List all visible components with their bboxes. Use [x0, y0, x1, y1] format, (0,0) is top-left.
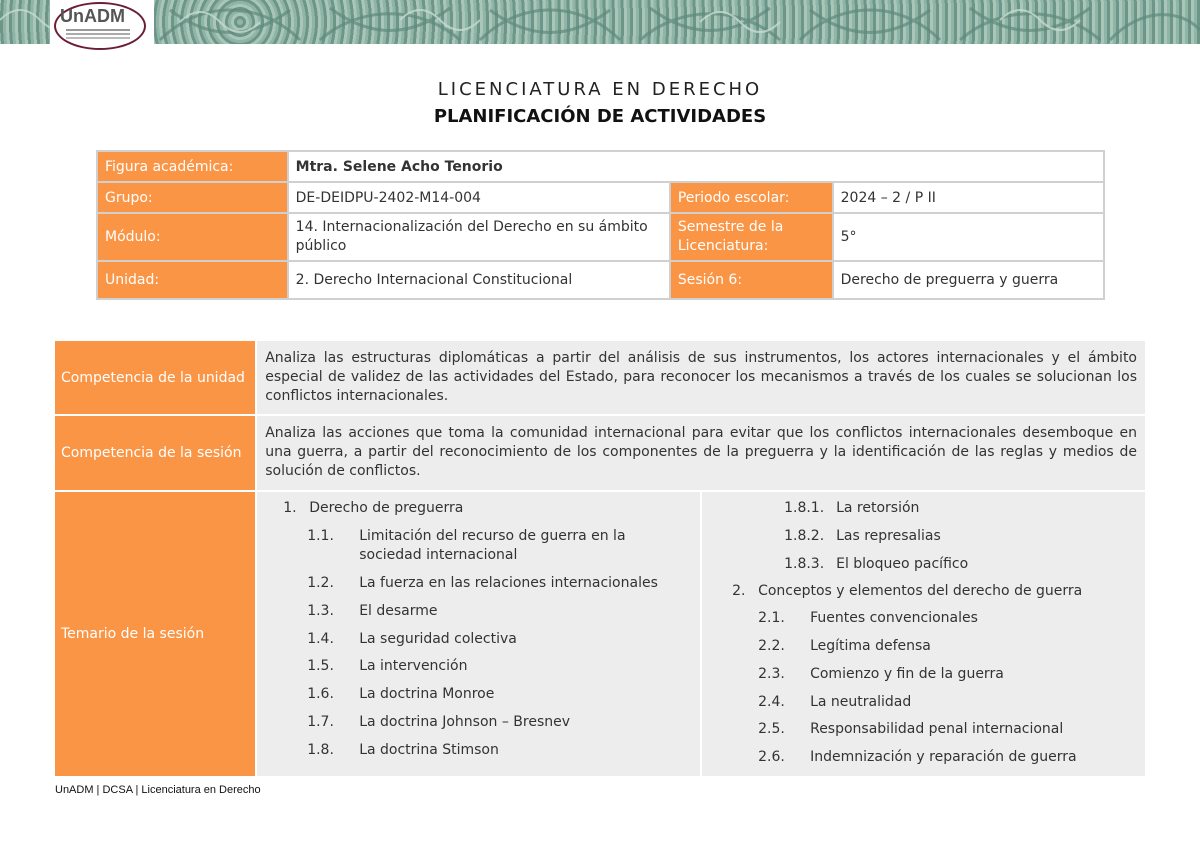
semestre-value: 5°: [833, 213, 1104, 261]
competencia-unidad-text: Analiza las estructuras diplomáticas a partir del análisis de sus instrumentos, los actores internacionales y el ámbito especial de validez de las actividades del Estado, para reconocer los mecanismos a través de los cuales se solucionan los conflictos internacionales.: [256, 340, 1146, 415]
list-item: 1.6. La doctrina Monroe: [307, 686, 495, 702]
grupo-value: DE-DEIDPU-2402-M14-004: [288, 182, 670, 213]
list-item: 2.4. La neutralidad: [758, 694, 912, 710]
list-item: 2.5. Responsabilidad penal internacional: [758, 721, 1064, 737]
decorative-banner: [0, 0, 1200, 44]
table-row: [54, 415, 1146, 491]
table-row: [54, 491, 1146, 777]
list-item: 2.3. Comienzo y fin de la guerra: [758, 666, 1004, 682]
page-title: LICENCIATURA EN DERECHO: [437, 79, 763, 100]
unadm-logo: [50, 0, 154, 56]
competencia-sesion-label: Competencia de la sesión: [54, 415, 256, 491]
table-row: [97, 151, 1104, 182]
list-item: 1.8.3. El bloqueo pacífico: [784, 556, 969, 572]
table-row: [97, 213, 1104, 261]
periodo-label: Periodo escolar:: [670, 182, 833, 213]
temario-label: Temario de la sesión: [54, 491, 256, 777]
unidad-label: Unidad:: [97, 261, 288, 299]
sesion-value: Derecho de preguerra y guerra: [833, 261, 1104, 299]
list-item: 1.8. La doctrina Stimson: [307, 742, 499, 758]
table-row: [54, 340, 1146, 415]
table-row: [97, 261, 1104, 299]
list-item: 1. Derecho de preguerra: [283, 500, 464, 516]
list-item: 1.5. La intervención: [307, 658, 468, 674]
grupo-label: Grupo:: [97, 182, 288, 213]
semestre-label: Semestre de la Licenciatura:: [670, 213, 833, 261]
competencia-sesion-text: Analiza las acciones que toma la comunidad internacional para evitar que los conflictos internacionales desemboque en una guerra, a partir del reconocimiento de los componentes de la preguerra y la identificación de las reglas y medios de solución de conflictos.: [256, 415, 1146, 491]
banner-pattern: [0, 0, 1200, 44]
list-item: 1.8.1. La retorsión: [784, 500, 920, 516]
competencias-table: [53, 339, 1147, 778]
list-item: 1.4. La seguridad colectiva: [307, 631, 517, 647]
list-item: 2.2. Legítima defensa: [758, 638, 931, 654]
page-footer: UnADM | DCSA | Licenciatura en Derecho: [55, 784, 261, 796]
list-item: 2. Conceptos y elementos del derecho de guerra: [732, 583, 1083, 599]
info-table: [96, 150, 1105, 300]
unidad-value: 2. Derecho Internacional Constitucional: [288, 261, 670, 299]
competencia-unidad-label: Competencia de la unidad: [54, 340, 256, 415]
list-item: 2.1. Fuentes convencionales: [758, 610, 978, 626]
temario-left-column: [256, 491, 701, 777]
modulo-value: 14. Internacionalización del Derecho en su ámbito público: [288, 213, 670, 261]
list-item: 1.3. El desarme: [307, 603, 438, 619]
figura-value: Mtra. Selene Acho Tenorio: [288, 151, 1104, 182]
list-item: 1.1. Limitación del recurso de guerra en la: [307, 528, 626, 544]
list-item: sociedad internacional: [359, 547, 518, 563]
sesion-label: Sesión 6:: [670, 261, 833, 299]
page-subtitle: PLANIFICACIÓN DE ACTIVIDADES: [433, 106, 767, 127]
figura-label: Figura académica:: [97, 151, 288, 182]
table-row: [97, 182, 1104, 213]
list-item: 1.8.2. Las represalias: [784, 528, 941, 544]
logo-subtitle-lines: [66, 29, 130, 31]
logo-text: UnADM: [60, 6, 125, 26]
temario-right-column: [701, 491, 1146, 777]
modulo-label: Módulo:: [97, 213, 288, 261]
list-item: 2.6. Indemnización y reparación de guerra: [758, 749, 1077, 765]
list-item: 1.2. La fuerza en las relaciones internacionales: [307, 575, 658, 591]
list-item: 1.7. La doctrina Johnson – Bresnev: [307, 714, 571, 730]
periodo-value: 2024 – 2 / P II: [833, 182, 1104, 213]
